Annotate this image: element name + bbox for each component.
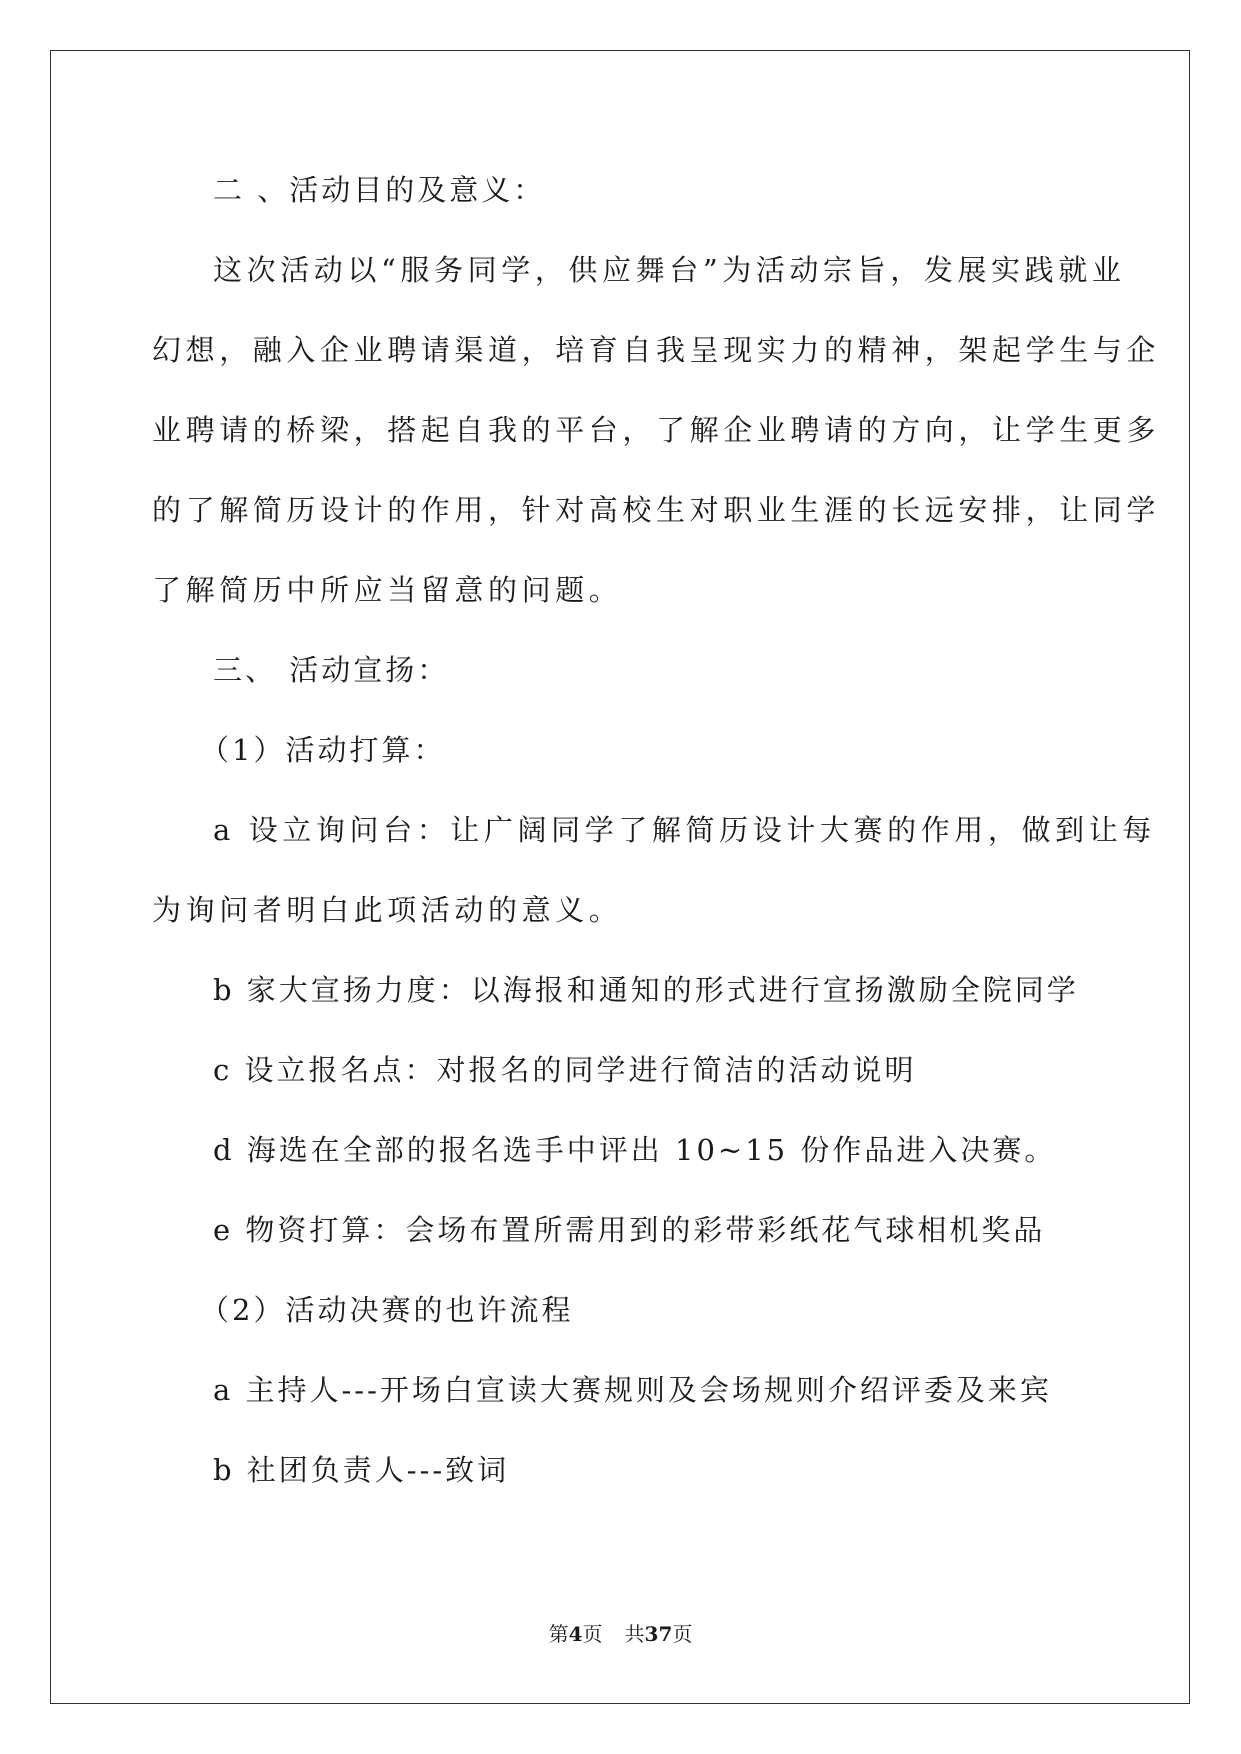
list-item: b 家大宣扬力度：以海报和通知的形式进行宣扬激励全院同学 (213, 973, 1079, 1007)
section-heading: 二 、活动目的及意义： (213, 173, 546, 207)
paragraph-line: 了解简历中所应当留意的问题。 (152, 573, 623, 607)
page-suffix: 页 (582, 1622, 603, 1646)
paragraph-line: 业聘请的桥梁，搭起自我的平台，了解企业聘请的方向，让学生更多 (152, 413, 1161, 447)
list-item: b 社团负责人---致词 (213, 1453, 510, 1487)
document-body (152, 150, 1161, 1510)
list-item: e 物资打算：会场布置所需用到的彩带彩纸花气球相机奖品 (213, 1213, 1046, 1247)
list-item-continuation: 为询问者明白此项活动的意义。 (152, 893, 623, 927)
list-item: a 主持人---开场白宣读大赛规则及会场规则介绍评委及来宾 (213, 1373, 1052, 1407)
total-suffix: 页 (672, 1622, 693, 1646)
total-pages: 37 (644, 1622, 673, 1646)
list-item: d 海选在全部的报名选手中评出 10~15 份作品进入决赛。 (213, 1133, 1057, 1167)
paragraph-line: 的了解简历设计的作用，针对高校生对职业生涯的长远安排，让同学 (152, 493, 1161, 527)
paragraph-line: 这次活动以“服务同学，供应舞台”为活动宗旨，发展实践就业 (213, 253, 1126, 287)
paragraph-line: 幻想，融入企业聘请渠道，培育自我呈现实力的精神，架起学生与企 (152, 333, 1161, 367)
total-prefix: 共 (624, 1622, 645, 1646)
list-item: a 设立询问台：让广阔同学了解简历设计大赛的作用，做到让每 (213, 813, 1156, 847)
page-prefix: 第 (548, 1622, 569, 1646)
section-heading: 三、 活动宣扬： (213, 653, 450, 687)
page-number: 4 (568, 1622, 583, 1646)
subsection-heading: （1）活动打算： (200, 733, 446, 767)
subsection-heading: （2）活动决赛的也许流程 (200, 1293, 574, 1327)
list-item: c 设立报名点：对报名的同学进行简洁的活动说明 (213, 1053, 917, 1087)
page-footer (0, 1618, 1241, 1647)
